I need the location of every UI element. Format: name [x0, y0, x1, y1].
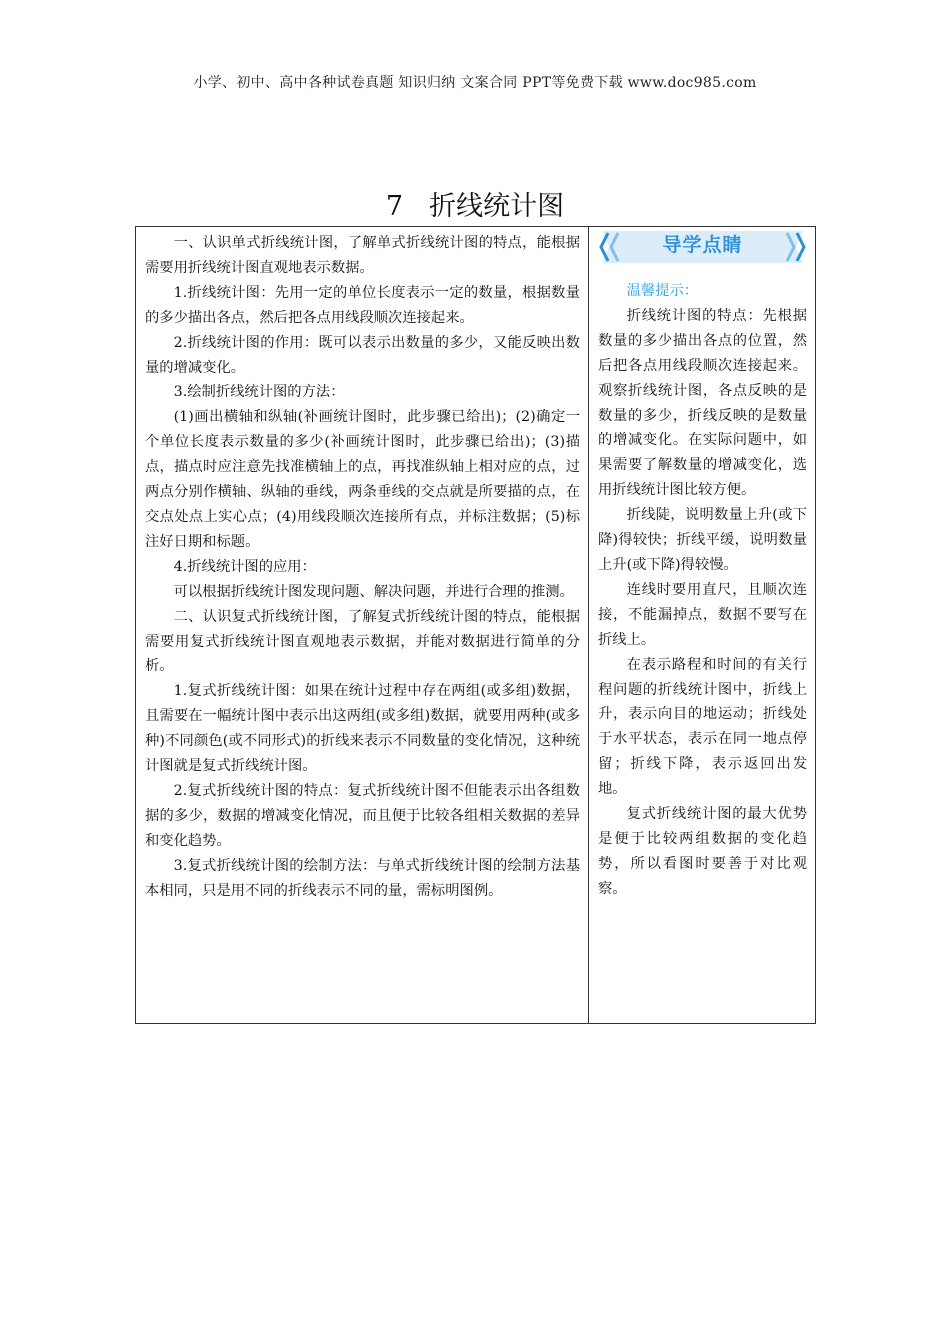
sidebar-paragraph: 在表示路程和时间的有关行程问题的折线统计图中，折线上升，表示向目的地运动；折线处于水平状态，表示在同一地点停留；折线下降，表示返回出发地。	[598, 656, 807, 798]
page-title	[0, 184, 950, 223]
main-paragraph: 1.复式折线统计图：如果在统计过程中存在两组(或多组)数据，且需要在一幅统计图中表示出这两组(或多组)数据，就要用两种(或多种)不同颜色(或不同形式)的折线来表示不同数量的变化情况，这种统计图就是复式折线统计图。	[145, 683, 580, 775]
main-column	[136, 227, 589, 1023]
main-paragraph: 2.复式折线统计图的特点：复式折线统计图不但能表示出各组数据的多少，数据的增减变化情况，而且便于比较各组相关数据的差异和变化趋势。	[145, 782, 580, 849]
sidebar-paragraph: 复式折线统计图的最大优势是便于比较两组数据的变化趋势，所以看图时要善于对比观察。	[598, 806, 807, 897]
main-paragraph: 1.折线统计图：先用一定的单位长度表示一定的数量，根据数量的多少描出各点，然后把各点用线段顺次连接起来。	[145, 284, 580, 326]
lesson-number: 7	[385, 191, 404, 222]
site-header: 小学、初中、高中各种试卷真题 知识归纳 文案合同 PPT等免费下载 www.doc985.com	[193, 75, 757, 91]
main-paragraph: 一、认识单式折线统计图，了解单式折线统计图的特点，能根据需要用折线统计图直观地表示数据。	[145, 235, 580, 276]
sidebar-paragraph: 折线统计图的特点：先根据数量的多少描出各点的位置，然后把各点用线段顺次连接起来。观察折线统计图，各点反映的是数量的多少，折线反映的是数量的增减变化。在实际问题中，如果需要了解数量的增减变化，选用折线统计图比较方便。	[598, 307, 807, 499]
main-paragraph: 可以根据折线统计图发现问题、解决问题，并进行合理的推测。	[173, 583, 574, 600]
sidebar-column	[589, 227, 815, 1023]
content-table	[135, 226, 816, 1024]
guide-banner	[598, 229, 807, 265]
sidebar-paragraph: 连线时要用直尺，且顺次连接，不能漏掉点，数据不要写在折线上。	[598, 581, 807, 648]
main-paragraph: 3.绘制折线统计图的方法：	[173, 384, 345, 401]
main-paragraph: (1)画出横轴和纵轴(补画统计图时，此步骤已给出)；(2)确定一个单位长度表示数量的多少(补画统计图时，此步骤已给出)；(3)描点，描点时应注意先找准横轴上的点，再找准纵轴上相对应的点，过两点分别作横轴、纵轴的垂线，两条垂线的交点就是所要描的点，在交点处点上实心点；(4)用线段顺次连接所有点，并标注数据；(5)标注好日期和标题。	[145, 409, 580, 550]
main-paragraph: 3.复式折线统计图的绘制方法：与单式折线统计图的绘制方法基本相同，只是用不同的折线表示不同的量，需标明图例。	[145, 857, 580, 899]
banner-title: 导学点睛	[662, 234, 743, 256]
tip-label: 温馨提示：	[626, 283, 699, 299]
main-paragraph: 4.折线统计图的应用：	[173, 558, 316, 575]
lesson-title: 折线统计图	[429, 191, 565, 222]
sidebar-paragraph: 折线陡，说明数量上升(或下降)得较快；折线平缓，说明数量上升(或下降)得较慢。	[598, 507, 807, 573]
main-paragraph: 二、认识复式折线统计图，了解复式折线统计图的特点，能根据需要用复式折线统计图直观地表示数据，并能对数据进行简单的分析。	[145, 608, 580, 675]
main-paragraph: 2.折线统计图的作用：既可以表示出数量的多少，又能反映出数量的增减变化。	[145, 334, 580, 376]
